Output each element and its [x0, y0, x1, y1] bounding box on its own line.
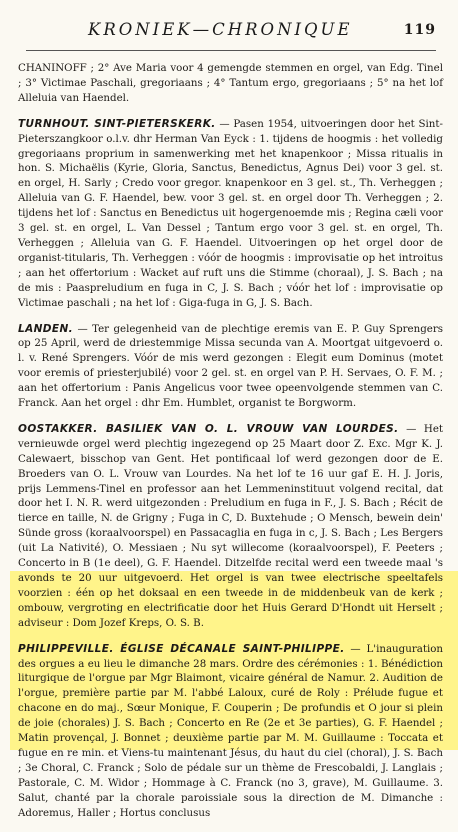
intro-text: CHANINOFF ; 2° Ave Maria voor 4 gemengde stemmen en orgel, van Edg. Tinel ; 3° Victimae Paschali, gregoriaans ; 4° Tantum ergo, gregoriaans ; 5° na het lof Alleluia van Haendel.: [18, 62, 443, 104]
page-number: 119: [403, 22, 436, 38]
entry-philippeville: [18, 642, 443, 821]
entry-turnhout: [18, 117, 443, 311]
entry-title: OOSTAKKER. BASILIEK VAN O. L. VROUW VAN LOURDES.: [18, 422, 399, 435]
entry-title: LANDEN.: [18, 322, 74, 335]
entry-landen: [18, 322, 443, 411]
entry-oostakker: [18, 422, 443, 631]
article-body: [18, 61, 443, 832]
entry-body: — Het vernieuwde orgel werd plechtig ingezegend op 25 Maart door Z. Exc. Mgr K. J. Calewaert, bisschop van Gent. Het pontificaal lof werd gezongen door de E. Broeders van O. L. Vrouw van Lourdes. Na het lof te 16 uur gaf E. H. J. Joris, prijs Lemmens-Tinel en professor aan het Lemmeninstituut volgend recital, dat door het I. N. R. werd uitgezonden : Preludium en fuga in F., J. S. Bach ; Récit de tierce en taille, N. de Grigny ; Fuga in C, D. Buxtehude ; O Mensch, bewein dein' Sünde gross (koraalvoorspel) en Passacaglia en fuga in c, J. S. Bach ; Les Bergers (uit La Nativité), O. Messiaen ; Nu syt willecome (koraalvoorspel), F. Peeters ; Concerto in B (1e deel), G. F. Haendel. Ditzelfde recital werd een tweede maal 's avonds te 20 uur uitgevoerd. Het orgel is van twee electrische speeltafels voorzien : één op het doksaal en een tweede in de middenbeuk van de kerk ; ombouw, vergroting en electrificatie door het Huis Gerard D'Hondt uit Herselt ; adviseur : Dom Jozef Kreps, O. S. B.: [18, 422, 444, 629]
entry-body: — L'inauguration des orgues a eu lieu le dimanche 28 mars. Ordre des cérémonies : 1. Bénédiction liturgique de l'orgue par Mgr Blaimont, vicaire général de Namur. 2. Audition de l'orgue, première partie par M. l'abbé Laloux, curé de Roly : Prélude fugue et chacone en do maj., Sœur Monique, F. Couperin ; De profundis et O jour si plein de joie (chorales) J. S. Bach ; Concerto en Re (2e et 3e parties), G. F. Haendel ; Matin provençal, J. Bonnet ; deuxième partie par M. M. Guillaume : Toccata et fugue en re min. et Viens-tu maintenant Jésus, du haut du ciel (choral), J. S. Bach ; 3e Choral, C. Franck ; Solo de pédale sur un thème de Frescobaldi, J. Langlais ; Pastorale, C. M. Widor ; Hommage à C. Franck (no 3, grave), M. Guillaume. 3. Salut, chanté par la chorale paroissiale sous la direction de M. Dimanche : Adoremus, Haller ; Hortus conclusus: [18, 642, 444, 819]
entry-body: — Pasen 1954, uitvoeringen door het Sint-Pieterszangkoor o.l.v. dhr Herman Van Eyck : 1. tijdens de hoogmis : het volledig gregoriaans proprium in samenwerking met het knapenkoor ; Missa ritualis in hon. S. Michaëlis (Kyrie, Gloria, Sanctus, Benedictus, Agnus Dei) voor 3 gel. st. en orgel, H. Sarly ; Credo voor gregor. knapenkoor en 3 gel. st., Th. Verhеggen ; Alleluia van G. F. Haendel, bew. voor 3 gel. st. en orgel door Th. Verheggen ; 2. tijdens het lof : Sanctus en Benedictus uit hogergenoemde mis ; Regina cæli voor 3 gel. st. en orgel, L. Van Dessel ; Tantum ergo voor 3 gel. st. en orgel, Th. Verheggen ; Alleluia van G. F. Haendel. Uitvoeringen op het orgel door de organist-titularis, Th. Verheggen : vóór de hoogmis : improvisatie op het introitus ; aan het offertorium : Wacket auf ruft uns die Stimme (choraal), J. S. Bach ; na de mis : Paaspreludium en fuga in C, J. S. Bach ; vóór het lof : improvisatie op Victimae paschali ; na het lof : Giga-fuga in G, J. S. Bach.: [18, 117, 443, 309]
entry-title: TURNHOUT. SINT-PIETERSKERK.: [18, 117, 216, 130]
page-header: [26, 20, 436, 51]
entry-body: — Ter gelegenheid van de plechtige eremis van E. P. Guy Sprengers op 25 April, werd de driestemmige Missa secunda van A. Moortgat uitgevoerd o. l. v. René Sprengers. Vóór de mis werd gezongen : Elegit eum Dominus (motet voor eremis of priesterjubilé) voor 2 gel. st. en orgel van P. H. Servaes, O. F. M. ; aan het offertorium : Panis Angelicus voor twee opeenvolgende stemmen van C. Franck. Aan het orgel : dhr Em. Humblet, organist te Borgworm.: [18, 322, 443, 410]
intro-paragraph: [18, 61, 443, 106]
running-title: KRONIEK—CHRONIQUE: [88, 20, 353, 39]
entry-title: PHILIPPEVILLE. ÉGLISE DÉCANALE SAINT-PHILIPPE.: [18, 642, 345, 655]
